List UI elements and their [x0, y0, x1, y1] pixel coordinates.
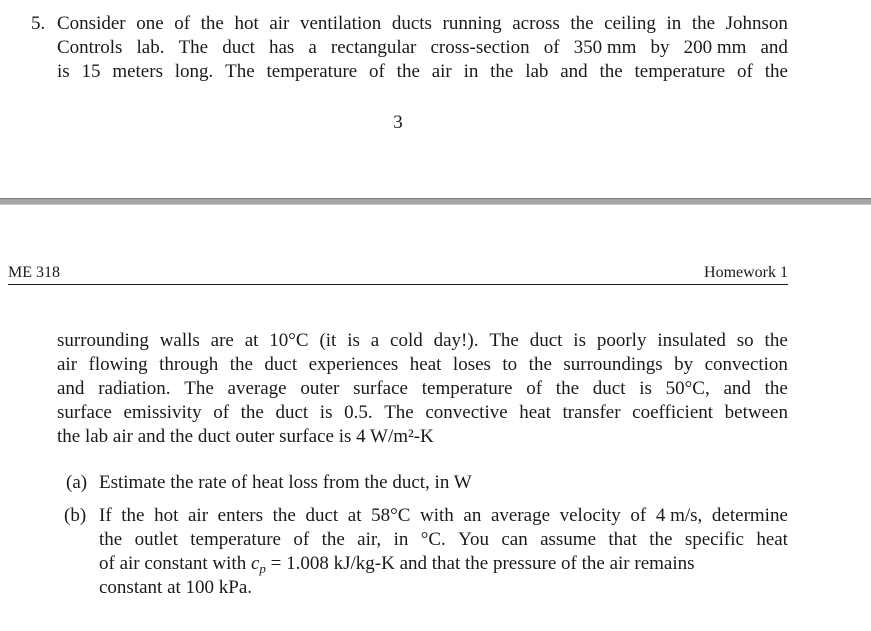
word: the — [240, 402, 264, 423]
word: one — [136, 13, 164, 34]
word: °C. — [420, 529, 446, 550]
word: of — [526, 378, 543, 399]
specific-heat-symbol: c — [250, 553, 260, 574]
word: the — [764, 330, 788, 351]
word: heat — [756, 529, 788, 550]
word: surface — [57, 402, 112, 423]
word: the — [229, 354, 253, 375]
word: duct — [305, 505, 339, 526]
word: cross-section — [430, 37, 530, 58]
word: day!). — [433, 330, 479, 351]
word: between — [724, 402, 788, 423]
word: You — [458, 529, 489, 550]
word: 10°C — [269, 330, 309, 351]
word: the — [528, 354, 552, 375]
word: poorly — [596, 330, 647, 351]
paragraph-line-1 — [57, 329, 788, 353]
word: the — [396, 61, 420, 82]
word: can — [501, 529, 528, 550]
word: The — [178, 37, 209, 58]
word: If — [99, 505, 112, 526]
word: average — [227, 378, 287, 399]
word: air — [187, 505, 209, 526]
word: determine — [711, 505, 788, 526]
word: a — [370, 330, 380, 351]
word: to — [502, 354, 518, 375]
word: running — [442, 13, 502, 34]
word: the — [649, 529, 673, 550]
word: is — [573, 330, 586, 351]
word: the — [321, 529, 345, 550]
word: air — [57, 354, 78, 375]
word: heat — [519, 402, 551, 423]
word: surrounding — [57, 330, 149, 351]
problem-text-line-3 — [57, 60, 788, 84]
word: ceiling — [604, 13, 656, 34]
word: at — [244, 330, 259, 351]
word: walls — [159, 330, 200, 351]
word: of — [737, 61, 753, 82]
paragraph-line-5: the lab air and the duct outer surface is 4 W/m²-K — [57, 426, 434, 447]
part-b-line-1 — [99, 504, 788, 528]
word: the — [691, 13, 716, 34]
word: loses — [452, 354, 491, 375]
part-a-text: Estimate the rate of heat loss from the duct, in W — [99, 472, 472, 493]
word: rectangular — [330, 37, 417, 58]
word: Controls — [57, 37, 123, 58]
word: of — [630, 505, 647, 526]
homework-title: Homework 1 — [704, 264, 788, 281]
word: outlet — [134, 529, 178, 550]
word: of — [213, 402, 230, 423]
word: and — [723, 378, 751, 399]
paragraph-line-4 — [57, 401, 788, 425]
part-b-line-3 — [99, 552, 788, 577]
word: outer — [300, 378, 340, 399]
word: assume — [540, 529, 597, 550]
word: enters — [217, 505, 264, 526]
word: the — [121, 505, 145, 526]
paragraph-line-3 — [57, 377, 788, 401]
word: 200 mm — [683, 37, 747, 58]
word: is — [319, 402, 333, 423]
word: hot — [234, 13, 259, 34]
word: convective — [425, 402, 508, 423]
word: of — [369, 61, 385, 82]
word: duct — [264, 354, 298, 375]
word: ducts — [391, 13, 432, 34]
word: Johnson — [725, 13, 788, 34]
word: cold — [390, 330, 423, 351]
word: an — [463, 505, 482, 526]
word: hot — [154, 505, 179, 526]
word: a — [308, 37, 317, 58]
word: flowing — [88, 354, 148, 375]
specific-heat-subscript: p — [259, 561, 266, 576]
word: surroundings — [563, 354, 663, 375]
word: through — [159, 354, 219, 375]
word: with — [420, 505, 454, 526]
word: long. — [174, 61, 214, 82]
word: insulated — [657, 330, 726, 351]
part-b-line-3-after: = 1.008 kJ/kg-K and that the pressure of the air remains — [265, 553, 695, 574]
word: and — [760, 37, 788, 58]
word: convection — [704, 354, 788, 375]
word: The — [489, 330, 519, 351]
word: the — [200, 13, 224, 34]
word: average — [490, 505, 550, 526]
part-b-line-3-before: of air constant with — [99, 553, 251, 574]
word: air — [269, 13, 290, 34]
course-label: ME 318 — [8, 264, 60, 281]
word: in — [393, 529, 409, 550]
word: The — [225, 61, 255, 82]
problem-number: 5. — [31, 13, 46, 34]
word: by — [650, 37, 670, 58]
word: temperature — [190, 529, 281, 550]
part-b-label: (b) — [64, 505, 87, 526]
paragraph-line-2 — [57, 353, 788, 377]
word: air, — [357, 529, 382, 550]
word: the — [555, 378, 580, 399]
word: temperature — [634, 61, 726, 82]
word: lab. — [136, 37, 165, 58]
part-b-line-2 — [99, 528, 788, 552]
word: the — [764, 378, 788, 399]
word: and — [57, 378, 85, 399]
word: heat — [409, 354, 442, 375]
word: coefficient — [632, 402, 714, 423]
word: duct — [222, 37, 255, 58]
problem-text-line-2 — [57, 36, 788, 60]
problem-text-line-1 — [57, 12, 788, 36]
word: transfer — [562, 402, 621, 423]
word: that — [608, 529, 637, 550]
word: Consider — [57, 13, 126, 34]
word: duct — [592, 378, 626, 399]
word: the — [764, 61, 788, 82]
page-number: 3 — [393, 112, 403, 133]
word: by — [674, 354, 694, 375]
word: velocity — [559, 505, 621, 526]
word: The — [184, 378, 214, 399]
word: lab — [525, 61, 549, 82]
word: the — [99, 529, 123, 550]
word: 4 m/s, — [655, 505, 703, 526]
word: are — [210, 330, 234, 351]
page-break-divider — [0, 198, 871, 205]
word: temperature — [421, 378, 513, 399]
word: the — [599, 61, 623, 82]
word: so — [736, 330, 754, 351]
word: surface — [353, 378, 408, 399]
word: across — [512, 13, 560, 34]
word: 0.5. — [344, 402, 373, 423]
word: is — [639, 378, 652, 399]
word: (it — [319, 330, 337, 351]
word: is — [347, 330, 360, 351]
word: 15 — [81, 61, 101, 82]
word: emissivity — [123, 402, 202, 423]
word: specific — [684, 529, 744, 550]
word: air — [431, 61, 452, 82]
word: temperature — [266, 61, 358, 82]
word: is — [57, 61, 70, 82]
word: the — [490, 61, 514, 82]
word: has — [269, 37, 295, 58]
running-header — [8, 262, 788, 285]
word: of — [293, 529, 310, 550]
word: radiation. — [98, 378, 171, 399]
word: 50°C, — [665, 378, 710, 399]
word: ventilation — [299, 13, 382, 34]
word: 350 mm — [573, 37, 637, 58]
word: experiences — [308, 354, 399, 375]
word: of — [174, 13, 191, 34]
word: in — [666, 13, 682, 34]
word: the — [570, 13, 594, 34]
word: at — [347, 505, 362, 526]
word: and — [560, 61, 588, 82]
word: 58°C — [371, 505, 411, 526]
word: The — [384, 402, 414, 423]
word: in — [463, 61, 479, 82]
part-a-label: (a) — [66, 472, 88, 493]
part-b-line-4: constant at 100 kPa. — [99, 577, 253, 598]
word: duct — [529, 330, 563, 351]
word: the — [272, 505, 296, 526]
word: meters — [112, 61, 163, 82]
word: of — [543, 37, 560, 58]
word: duct — [275, 402, 309, 423]
